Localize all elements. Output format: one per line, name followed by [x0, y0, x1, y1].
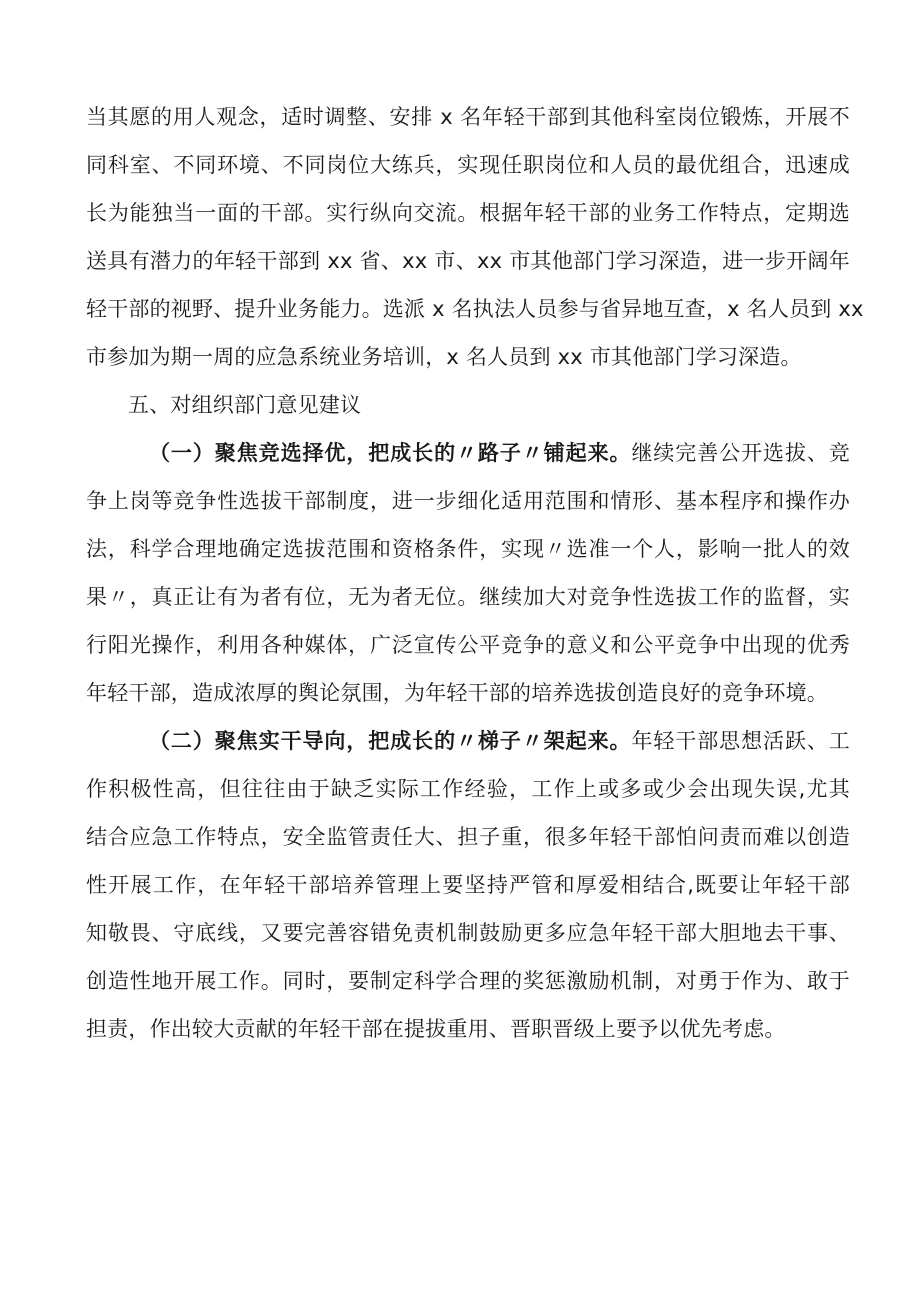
text-line: 知敬畏、守底线，又要完善容错免责机制鼓励更多应急年轻干部大胆地去干事、	[86, 921, 850, 945]
paragraph-lead-bold: （二）聚焦实干导向，把成长的〃梯子〃架起来。	[149, 729, 632, 753]
paragraph-lead-bold: （一）聚焦竞选择优，把成长的〃路子〃铺起来。	[149, 441, 632, 465]
text-line: 结合应急工作特点，安全监管责任大、担子重，很多年轻干部怕问责而难以创造	[86, 825, 850, 849]
text-line: 长为能独当一面的干部。实行纵向交流。根据年轻干部的业务工作特点，定期选	[86, 201, 850, 225]
text-line	[86, 429, 850, 477]
paragraph-practical-work	[86, 717, 850, 1053]
text-line: 市参加为期一周的应急系统业务培训，x 名人员到 xx 市其他部门学习深造。	[86, 345, 802, 369]
text-line: 性开展工作，在年轻干部培养管理上要坚持严管和厚爱相结合,既要让年轻干部	[86, 873, 850, 897]
paragraph-competitive-selection	[86, 429, 850, 717]
text-line: 法，科学合理地确定选拔范围和资格条件，实现〃选准一个人，影响一批人的效	[86, 537, 850, 561]
text-span: 年轻干部思想活跃、工	[631, 729, 850, 753]
text-line: 送具有潜力的年轻干部到 xx 省、xx 市、xx 市其他部门学习深造，进一步开阔年	[86, 249, 850, 273]
text-span: 继续完善公开选拔、竞	[631, 441, 850, 465]
text-line: 同科室、不同环境、不同岗位大练兵，实现任职岗位和人员的最优组合，迅速成	[86, 153, 850, 177]
text-line: 创造性地开展工作。同时，要制定科学合理的奖惩激励机制，对勇于作为、敢于	[86, 969, 850, 993]
text-line: 争上岗等竞争性选拔干部制度，进一步细化适用范围和情形、基本程序和操作办	[86, 489, 850, 513]
text-line: 果〃，真正让有为者有位，无为者无位。继续加大对竞争性选拔工作的监督，实	[86, 585, 850, 609]
text-line: 担责，作出较大贡献的年轻干部在提拔重用、晋职晋级上要予以优先考虑。	[86, 1017, 786, 1041]
text-line: 轻干部的视野、提升业务能力。选派 x 名执法人员参与省异地互查，x 名人员到 xx	[86, 297, 864, 321]
paragraph-staff-rotation	[86, 93, 864, 381]
text-line	[86, 717, 850, 765]
document-page	[86, 93, 864, 1053]
text-line: 行阳光操作，利用各种媒体，广泛宣传公平竞争的意义和公平竞争中出现的优秀	[86, 633, 850, 657]
text-line: 当其愿的用人观念，适时调整、安排 x 名年轻干部到其他科室岗位锻炼，开展不	[86, 105, 850, 129]
text-line: 年轻干部，造成浓厚的舆论氛围，为年轻干部的培养选拔创造良好的竞争环境。	[86, 681, 828, 705]
text-line: 作积极性高，但往往由于缺乏实际工作经验，工作上或多或少会出现失误,尤其	[86, 777, 850, 801]
section-heading: 五、对组织部门意见建议	[128, 393, 362, 417]
